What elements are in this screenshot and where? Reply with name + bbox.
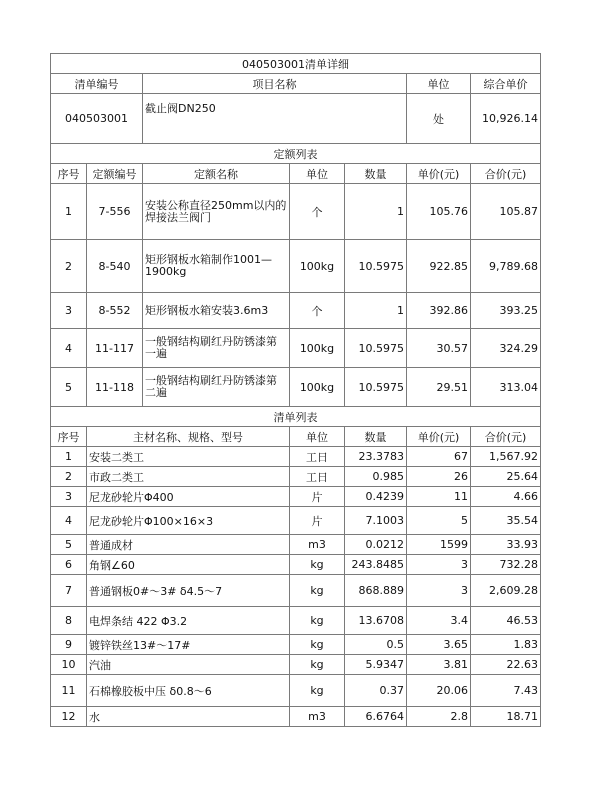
material-row <box>51 675 541 707</box>
material-qty: 23.3783 <box>345 447 407 467</box>
material-row <box>51 447 541 467</box>
quota-name: 一般钢结构刷红丹防锈漆第二遍 <box>143 368 290 407</box>
quota-price: 30.57 <box>407 329 471 368</box>
material-total: 1,567.92 <box>471 447 541 467</box>
material-price: 20.06 <box>407 675 471 707</box>
quota-price: 922.85 <box>407 240 471 293</box>
material-no: 11 <box>51 675 87 707</box>
material-unit: kg <box>290 635 345 655</box>
material-unit: 片 <box>290 507 345 535</box>
quota-name: 矩形钢板水箱制作1001—1900kg <box>143 240 290 293</box>
material-unit: kg <box>290 675 345 707</box>
quota-code: 8-552 <box>87 293 143 329</box>
material-name: 安装二类工 <box>87 447 290 467</box>
quota-total: 105.87 <box>471 184 541 240</box>
material-qty: 6.6764 <box>345 707 407 727</box>
quota-header-row <box>51 164 541 184</box>
material-unit: m3 <box>290 535 345 555</box>
quota-row <box>51 293 541 329</box>
quota-section-row <box>51 144 541 164</box>
material-qty: 5.9347 <box>345 655 407 675</box>
material-qty: 0.4239 <box>345 487 407 507</box>
material-no: 1 <box>51 447 87 467</box>
material-name: 普通钢板0#～3# δ4.5～7 <box>87 575 290 607</box>
quota-price: 29.51 <box>407 368 471 407</box>
quota-code: 7-556 <box>87 184 143 240</box>
item-price: 10,926.14 <box>471 94 541 144</box>
item-unit: 处 <box>407 94 471 144</box>
material-row <box>51 655 541 675</box>
material-total: 4.66 <box>471 487 541 507</box>
quota-qty: 10.5975 <box>345 329 407 368</box>
material-name: 普通成材 <box>87 535 290 555</box>
quota-col-price: 单价(元) <box>407 164 471 184</box>
material-qty: 868.889 <box>345 575 407 607</box>
material-row <box>51 467 541 487</box>
material-qty: 0.37 <box>345 675 407 707</box>
material-unit: kg <box>290 607 345 635</box>
material-price: 3 <box>407 555 471 575</box>
quota-total: 313.04 <box>471 368 541 407</box>
quota-col-total: 合价(元) <box>471 164 541 184</box>
quota-qty: 10.5975 <box>345 240 407 293</box>
material-unit: kg <box>290 555 345 575</box>
col-item-name-header: 项目名称 <box>143 74 407 94</box>
material-col-name: 主材名称、规格、型号 <box>87 427 290 447</box>
material-name: 尼龙砂轮片Φ400 <box>87 487 290 507</box>
material-qty: 0.985 <box>345 467 407 487</box>
material-row <box>51 575 541 607</box>
item-name: 截止阀DN250 <box>143 94 407 144</box>
quota-row <box>51 368 541 407</box>
material-no: 6 <box>51 555 87 575</box>
quota-code: 8-540 <box>87 240 143 293</box>
material-no: 2 <box>51 467 87 487</box>
quota-section-title: 定额列表 <box>51 144 541 164</box>
material-total: 1.83 <box>471 635 541 655</box>
quota-unit: 个 <box>290 293 345 329</box>
quota-unit: 100kg <box>290 240 345 293</box>
material-total: 25.64 <box>471 467 541 487</box>
material-total: 22.63 <box>471 655 541 675</box>
material-name: 市政二类工 <box>87 467 290 487</box>
material-unit: kg <box>290 575 345 607</box>
quota-total: 393.25 <box>471 293 541 329</box>
material-row <box>51 555 541 575</box>
material-name: 角钢∠60 <box>87 555 290 575</box>
bill-detail-table <box>50 53 541 727</box>
material-price: 5 <box>407 507 471 535</box>
material-unit: m3 <box>290 707 345 727</box>
quota-no: 1 <box>51 184 87 240</box>
quota-col-code: 定额编号 <box>87 164 143 184</box>
material-total: 33.93 <box>471 535 541 555</box>
quota-col-qty: 数量 <box>345 164 407 184</box>
quota-no: 3 <box>51 293 87 329</box>
material-name: 尼龙砂轮片Φ100×16×3 <box>87 507 290 535</box>
material-no: 4 <box>51 507 87 535</box>
material-no: 7 <box>51 575 87 607</box>
material-section-row <box>51 407 541 427</box>
material-qty: 0.5 <box>345 635 407 655</box>
quota-code: 11-117 <box>87 329 143 368</box>
quota-qty: 10.5975 <box>345 368 407 407</box>
material-row <box>51 487 541 507</box>
material-name: 镀锌铁丝13#～17# <box>87 635 290 655</box>
quota-row <box>51 329 541 368</box>
quota-total: 9,789.68 <box>471 240 541 293</box>
quota-unit: 个 <box>290 184 345 240</box>
quota-code: 11-118 <box>87 368 143 407</box>
quota-name: 一般钢结构刷红丹防锈漆第一遍 <box>143 329 290 368</box>
material-name: 石棉橡胶板中压 δ0.8～6 <box>87 675 290 707</box>
material-price: 3.81 <box>407 655 471 675</box>
quota-unit: 100kg <box>290 368 345 407</box>
material-row <box>51 535 541 555</box>
material-row <box>51 507 541 535</box>
material-total: 18.71 <box>471 707 541 727</box>
material-total: 2,609.28 <box>471 575 541 607</box>
material-name: 电焊条结 422 Φ3.2 <box>87 607 290 635</box>
material-no: 12 <box>51 707 87 727</box>
quota-total: 324.29 <box>471 329 541 368</box>
material-no: 5 <box>51 535 87 555</box>
material-total: 7.43 <box>471 675 541 707</box>
material-qty: 13.6708 <box>345 607 407 635</box>
quota-qty: 1 <box>345 184 407 240</box>
material-unit: kg <box>290 655 345 675</box>
material-unit: 工日 <box>290 447 345 467</box>
material-name: 汽油 <box>87 655 290 675</box>
sheet-title: 040503001清单详细 <box>51 54 541 74</box>
material-total: 35.54 <box>471 507 541 535</box>
quota-col-name: 定额名称 <box>143 164 290 184</box>
material-no: 10 <box>51 655 87 675</box>
material-qty: 243.8485 <box>345 555 407 575</box>
material-header-row <box>51 427 541 447</box>
material-qty: 0.0212 <box>345 535 407 555</box>
quota-row <box>51 240 541 293</box>
material-col-qty: 数量 <box>345 427 407 447</box>
material-section-title: 清单列表 <box>51 407 541 427</box>
material-no: 3 <box>51 487 87 507</box>
material-name: 水 <box>87 707 290 727</box>
item-header-row <box>51 74 541 94</box>
material-unit: 工日 <box>290 467 345 487</box>
material-price: 2.8 <box>407 707 471 727</box>
quota-no: 5 <box>51 368 87 407</box>
quota-col-unit: 单位 <box>290 164 345 184</box>
quota-no: 2 <box>51 240 87 293</box>
material-col-unit: 单位 <box>290 427 345 447</box>
material-row <box>51 635 541 655</box>
quota-qty: 1 <box>345 293 407 329</box>
material-col-price: 单价(元) <box>407 427 471 447</box>
quota-col-no: 序号 <box>51 164 87 184</box>
quota-unit: 100kg <box>290 329 345 368</box>
material-price: 11 <box>407 487 471 507</box>
material-price: 1599 <box>407 535 471 555</box>
quota-price: 105.76 <box>407 184 471 240</box>
item-row <box>51 94 541 144</box>
col-item-code-header: 清单编号 <box>51 74 143 94</box>
quota-name: 安装公称直径250mm以内的焊接法兰阀门 <box>143 184 290 240</box>
quota-no: 4 <box>51 329 87 368</box>
item-code: 040503001 <box>51 94 143 144</box>
material-row <box>51 707 541 727</box>
material-total: 732.28 <box>471 555 541 575</box>
title-row <box>51 54 541 74</box>
col-item-price-header: 综合单价 <box>471 74 541 94</box>
material-price: 67 <box>407 447 471 467</box>
material-col-no: 序号 <box>51 427 87 447</box>
material-price: 3 <box>407 575 471 607</box>
col-item-unit-header: 单位 <box>407 74 471 94</box>
material-price: 3.4 <box>407 607 471 635</box>
quota-price: 392.86 <box>407 293 471 329</box>
material-col-total: 合价(元) <box>471 427 541 447</box>
material-row <box>51 607 541 635</box>
material-no: 8 <box>51 607 87 635</box>
quota-row <box>51 184 541 240</box>
material-total: 46.53 <box>471 607 541 635</box>
material-price: 26 <box>407 467 471 487</box>
material-unit: 片 <box>290 487 345 507</box>
material-no: 9 <box>51 635 87 655</box>
quota-name: 矩形钢板水箱安装3.6m3 <box>143 293 290 329</box>
material-qty: 7.1003 <box>345 507 407 535</box>
material-price: 3.65 <box>407 635 471 655</box>
